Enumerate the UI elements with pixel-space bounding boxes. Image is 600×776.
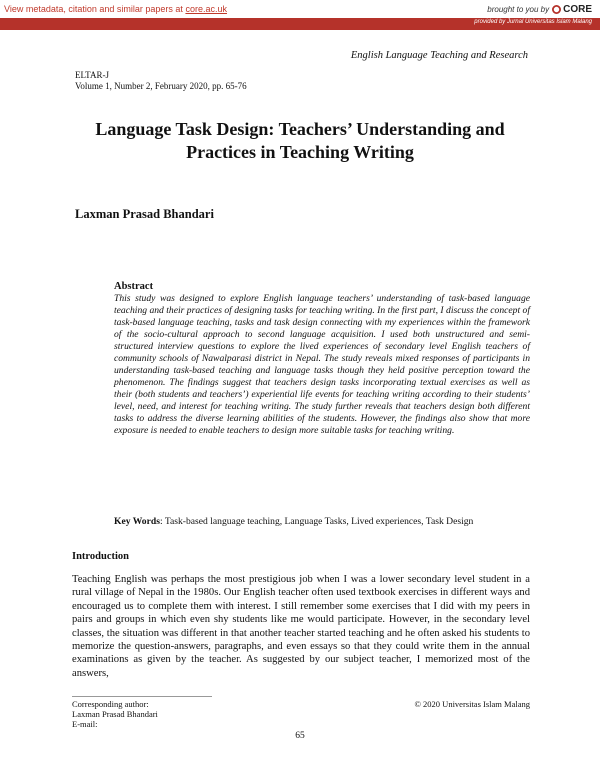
- copyright: © 2020 Universitas Islam Malang: [414, 699, 530, 709]
- footnote: [72, 699, 158, 729]
- core-metadata-link[interactable]: [4, 4, 227, 14]
- page-number: 65: [295, 731, 305, 741]
- core-label: CORE: [563, 4, 592, 15]
- author-name: Laxman Prasad Bhandari: [75, 207, 214, 221]
- corresponding-name: Laxman Prasad Bhandari: [72, 709, 158, 719]
- provider-strip: [0, 18, 600, 30]
- core-logo-icon: [552, 5, 561, 14]
- introduction-body: Teaching English was perhaps the most prestigious job when I was a lower secondary level student in a rural village of Nepal in the 1980s. Our English teacher often used textbook exercises in different ways and encouraged us to complete them with interest. I still remember some exercises that I did with my peers in pairs and groups in which even shy students like me would participate. However, in the secondary level classes, the situation was different in that another teacher started teaching and he often asked his students to memorize the question-answers, paragraphs, and even essays so that they could write them in the annual examinations as given by the teacher. As suggested by our subject teacher, I memorized most of the answers,: [72, 574, 530, 679]
- journal-abbrev: ELTAR-J: [75, 70, 109, 80]
- keywords-text: : Task-based language teaching, Language Tasks, Lived experiences, Task Design: [159, 516, 474, 527]
- brought-by-label: brought to you by: [487, 5, 550, 14]
- core-link-prefix: View metadata, citation and similar papers at: [4, 4, 186, 14]
- abstract-body: This study was designed to explore English language teachers’ understanding of task-based language teaching and their practices of designing tasks for teaching writing. In the first part, I discuss the concept of task-based language teaching, tasks and task design connecting with my experiences within the framework of the socio-cultural approach to second language acquisition. I used both unstructured and semi-structured interview questions to explore the lived experiences of secondary level English teachers of community schools of Nawalparasi district in Nepal. The study reveals mixed responses of participants in understanding task-based teaching and language tasks though they held positive perception toward the phenomenon. The findings suggest that teachers design tasks incorporating textual exercises as well as their (both students and teachers’) experiential life events for teaching writing according to their students’ level, need, and interest for teaching writing. The study further reveals that teachers design both different tasks to address the diverse learning abilities of the students. However, the findings also show that more exposure is needed to enable teachers to design more suitable tasks for teaching writing.: [114, 293, 530, 436]
- volume-line: Volume 1, Number 2, February 2020, pp. 65-76: [75, 81, 247, 91]
- core-brand[interactable]: [487, 4, 592, 15]
- paper-title: Language Task Design: Teachers’ Understanding and Practices in Teaching Writing: [95, 119, 505, 162]
- core-logo: [552, 4, 592, 15]
- keywords: [114, 516, 530, 528]
- corresponding-label: Corresponding author:: [72, 699, 149, 709]
- email-label: E-mail:: [72, 719, 98, 729]
- keywords-label: Key Words: [114, 516, 160, 527]
- introduction-heading: Introduction: [72, 551, 129, 562]
- abstract-heading: Abstract: [114, 281, 154, 292]
- abstract-section: [114, 281, 530, 437]
- core-link-domain: core.ac.uk: [185, 4, 227, 14]
- footnote-divider: [72, 696, 212, 697]
- provided-by-label: provided by Jurnal Universitas Islam Malang: [474, 19, 592, 25]
- core-banner: [0, 0, 600, 30]
- journal-header: English Language Teaching and Research: [350, 50, 528, 61]
- citation-block: [75, 70, 247, 92]
